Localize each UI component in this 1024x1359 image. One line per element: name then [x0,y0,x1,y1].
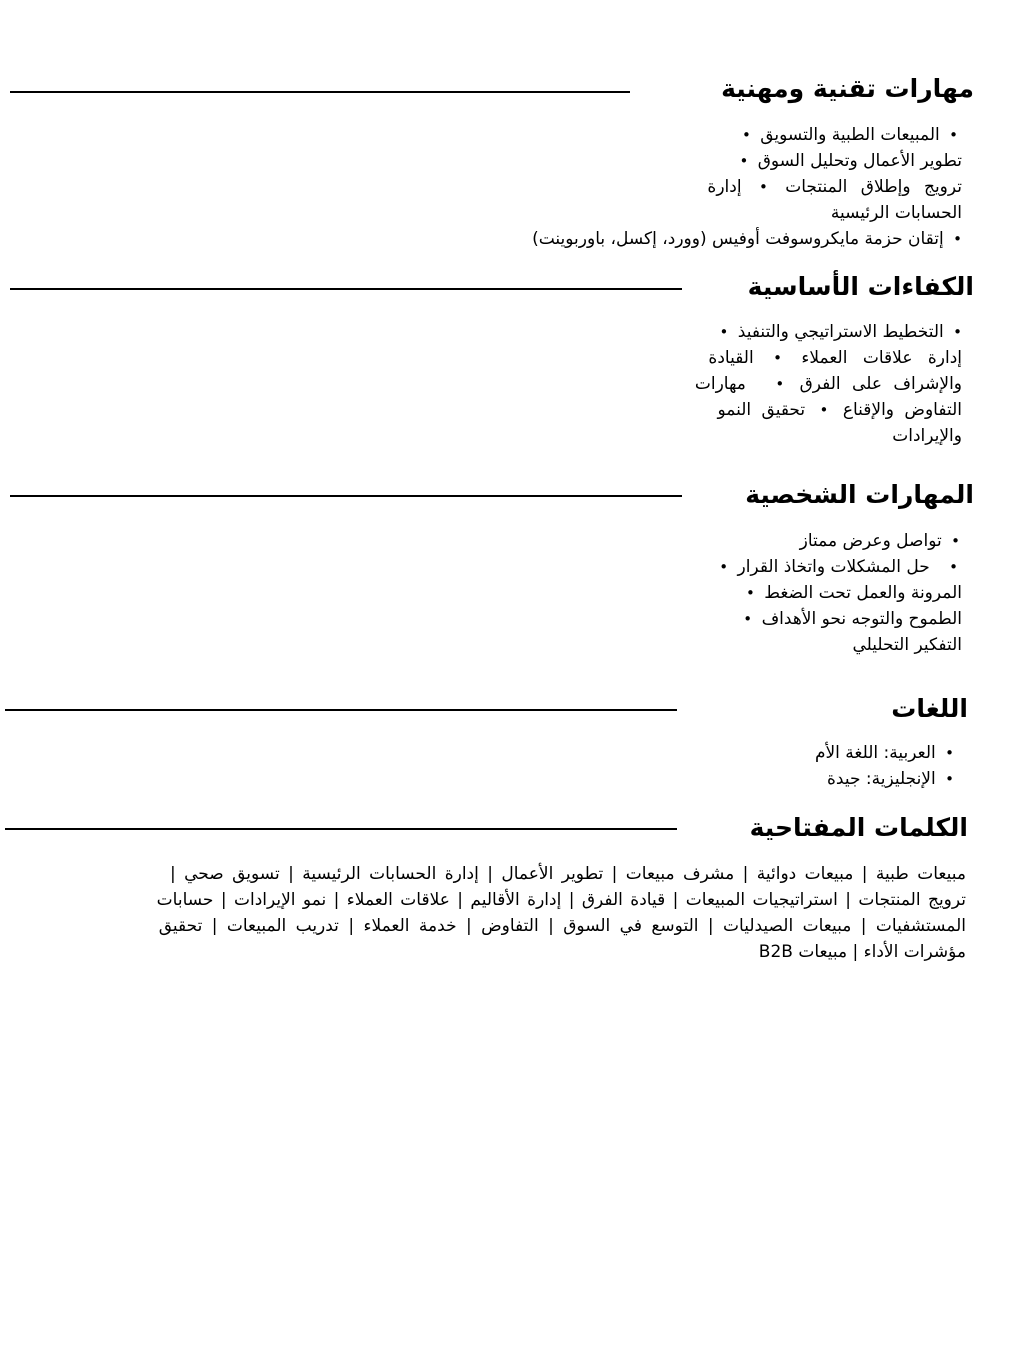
bullet: • [739,152,749,170]
bullet: • [953,230,962,248]
bullet: • [819,401,829,419]
list-line [738,122,962,148]
section-title-core-competencies: الكفاءات الأساسية [747,272,974,301]
competency-text: تحقيق النمو [717,400,806,420]
list-line [715,554,962,580]
section-title-technical-skills: مهارات تقنية ومهنية [721,74,974,103]
skill-text: إتقان حزمة مايكروسوفت أوفيس (وورد، إكسل، باوربوينت) [532,229,944,249]
list-line [708,345,962,371]
list-line [717,397,962,423]
language-text: الإنجليزية: جيدة [827,769,936,789]
skill-text: ترويج وإطلاق المنتجات [785,177,962,197]
keywords-line: المستشفيات | مبيعات الصيدليات | التوسع في السوق | التفاوض | خدمة العملاء | تدريب المبيعات | تحقيق [158,916,966,936]
bullet: • [951,532,960,550]
personal-skill-text: تواصل وعرض ممتاز [799,531,942,551]
list-line [892,423,962,449]
section-divider [5,709,677,711]
personal-skill-text: الطموح والتوجه نحو الأهداف [761,609,962,629]
bullet: • [719,558,729,576]
bullet: • [741,126,751,144]
list-line [800,528,964,554]
language-text: العربية: اللغة الأم [814,743,936,763]
competency-text: إدارة علاقات العملاء [801,348,962,368]
list-line [707,174,962,200]
list-line [853,632,963,658]
section-title-personal-skills: المهارات الشخصية [745,480,974,509]
section-title-languages: اللغات [891,694,968,723]
section-divider [5,828,677,830]
personal-skill-text: التفكير التحليلي [852,635,962,655]
keywords-line: مبيعات طبية | مبيعات دوائية | مشرف مبيعات | تطوير الأعمال | إدارة الحسابات الرئيسية | تسويق صحي | [169,864,966,884]
bullet: • [743,610,753,628]
list-line [742,580,962,606]
bullet: • [719,323,729,341]
list-line [532,226,966,252]
list-line [716,319,966,345]
section-divider [10,495,682,497]
list-line [739,606,962,632]
list-line [827,766,958,792]
bullet: • [773,349,782,367]
skill-text: الحسابات الرئيسية [830,203,962,223]
section-divider [10,288,682,290]
competency-text: مهارات [694,374,746,394]
competency-text: القيادة [708,348,754,368]
competency-text: التفاوض والإقناع [842,400,962,420]
competency-text: التخطيط الاستراتيجي والتنفيذ [737,322,944,342]
skill-text: إدارة [707,177,742,197]
bullet: • [945,770,954,788]
bullet: • [775,375,785,393]
keywords-line: مؤشرات الأداء | مبيعات B2B [758,942,966,962]
list-line [695,371,962,397]
skill-text: تطوير الأعمال وتحليل السوق [757,151,962,171]
section-divider [10,91,630,93]
competency-text: والإيرادات [892,426,962,446]
list-line [831,200,962,226]
personal-skill-text: حل المشكلات واتخاذ القرار [737,557,930,577]
section-title-keywords: الكلمات المفتاحية [749,813,968,842]
keywords-line: ترويج المنتجات | استراتيجيات المبيعات | قيادة الفرق | إدارة الأقاليم | علاقات العملاء | نمو الإيرادات | حسابات [156,890,966,910]
bullet: • [949,126,958,144]
competency-text: والإشراف على الفرق [799,374,962,394]
bullet: • [945,744,954,762]
bullet: • [758,178,768,196]
skill-text: المبيعات الطبية والتسويق [760,125,940,145]
list-line [735,148,962,174]
bullet: • [953,323,962,341]
bullet: • [745,584,755,602]
list-line [815,740,958,766]
bullet: • [949,558,958,576]
personal-skill-text: المرونة والعمل تحت الضغط [764,583,962,603]
